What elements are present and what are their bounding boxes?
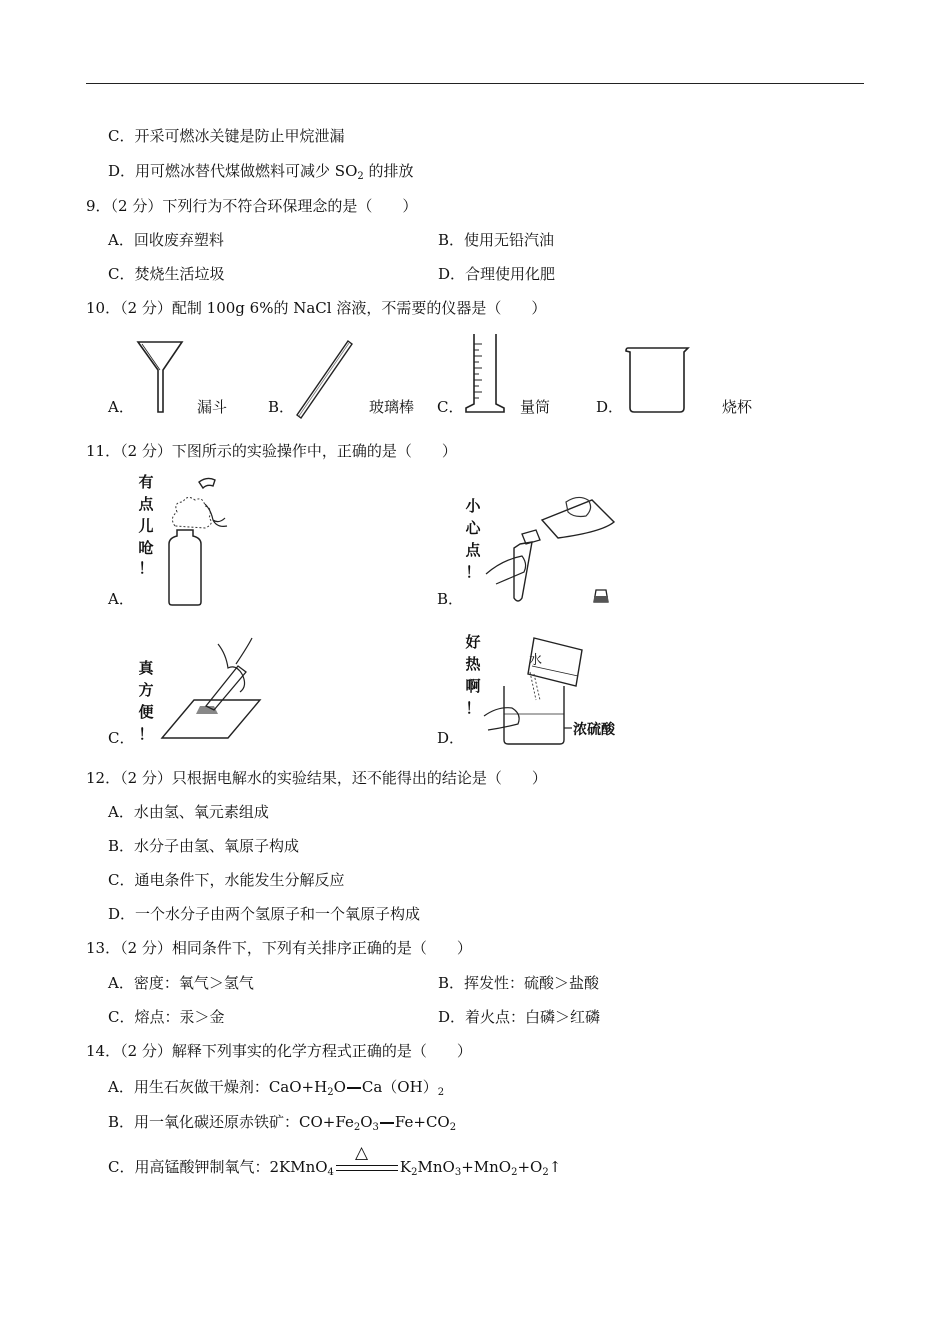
q9-option-c: C．焚烧生活垃圾 <box>108 265 225 283</box>
q11-a-caption-3: 儿 <box>138 517 154 535</box>
q11-c-caption-1: 真 <box>138 659 154 677</box>
q10-letter-c: C． <box>437 398 464 416</box>
q8-option-c: C．开采可燃冰关键是防止甲烷泄漏 <box>108 127 345 145</box>
beaker-icon <box>624 344 690 414</box>
q10-letter-d: D． <box>596 398 624 416</box>
q9-option-a: A．回收废弃塑料 <box>108 231 224 249</box>
q11-d-caption-2: 热 <box>465 655 481 673</box>
q11-c-caption-4: ！ <box>138 725 154 743</box>
q14-option-c: C．用高锰酸钾制氧气：2KMnO$_4$ $K_2MnO_3+MnO_2+O_2↑$ <box>108 1158 562 1178</box>
q14-option-a: A．用生石灰做干燥剂：$CaO+H_2O$ $Ca(OH)_2$ <box>108 1078 445 1098</box>
q14-stem: 14．（2 分）解释下列事实的化学方程式正确的是（ ） <box>86 1042 472 1060</box>
q13-option-a: A．密度：氧气＞氢气 <box>108 974 254 992</box>
q12-option-d: D．一个水分子由两个氢原子和一个氧原子构成 <box>108 905 421 923</box>
q11-b-caption-4: ！ <box>465 563 481 581</box>
q12-option-a: A．水由氢、氧元素组成 <box>108 803 269 821</box>
q11-b-caption-2: 心 <box>465 519 481 537</box>
q10-name-glass-rod: 玻璃棒 <box>369 398 415 416</box>
q9-option-b: B．使用无铅汽油 <box>438 231 555 249</box>
q11-d-caption-1: 好 <box>465 633 481 651</box>
header-rule <box>86 83 864 84</box>
q11-letter-a: A． <box>108 590 134 608</box>
q11-a-caption-2: 点 <box>138 495 154 513</box>
q11-letter-b: B． <box>437 590 464 608</box>
q11-d-label-acid: 浓硫酸 <box>573 722 615 738</box>
q11-b-caption-3: 点 <box>465 541 481 559</box>
q10-name-funnel: 漏斗 <box>197 398 228 416</box>
q11-d-caption-3: 啊 <box>465 677 481 695</box>
q10-name-cylinder: 量筒 <box>520 398 551 416</box>
q11-b-caption-1: 小 <box>465 497 481 515</box>
q11-letter-c: C． <box>108 729 135 747</box>
q12-option-b: B．水分子由氢、氧原子构成 <box>108 837 300 855</box>
test-paper-dropper-image <box>156 634 266 744</box>
funnel-icon <box>136 340 186 414</box>
q8-option-d: D．用可燃冰替代煤做燃料可减少 $SO_2$ 的排放 <box>108 162 414 182</box>
glass-rod-icon <box>294 338 356 422</box>
graduated-cylinder-icon <box>464 332 506 414</box>
q10-name-beaker: 烧杯 <box>722 398 753 416</box>
q11-a-caption-1: 有 <box>138 473 154 491</box>
q11-c-caption-2: 方 <box>138 681 154 699</box>
q11-d-label-water: 水 <box>529 653 543 668</box>
q9-stem: 9．（2 分）下列行为不符合环保理念的是（ ） <box>86 197 418 215</box>
q11-a-caption-4: 呛 <box>138 539 154 557</box>
pouring-liquid-image <box>482 486 622 606</box>
q11-stem: 11．（2 分）下图所示的实验操作中，正确的是（ ） <box>86 442 457 460</box>
q11-c-caption-3: 便 <box>138 703 154 721</box>
q14-option-b: B．用一氧化碳还原赤铁矿：$CO+Fe_2O_3$ $Fe+CO_2$ <box>108 1113 457 1133</box>
q13-option-d: D．着火点：白磷＞红磷 <box>438 1008 601 1026</box>
q11-d-caption-4: ！ <box>465 699 481 717</box>
q10-letter-b: B． <box>268 398 295 416</box>
q10-stem: 10．（2 分）配制 100g 6%的 NaCl 溶液，不需要的仪器是（ ） <box>86 299 547 317</box>
q10-letter-a: A． <box>108 398 134 416</box>
equals-line <box>380 1122 394 1124</box>
q12-stem: 12．（2 分）只根据电解水的实验结果，还不能得出的结论是（ ） <box>86 769 547 787</box>
q13-option-c: C．熔点：汞＞金 <box>108 1008 225 1026</box>
equals-line <box>347 1087 361 1089</box>
acid-dilution-image <box>482 630 586 746</box>
q13-option-b: B．挥发性：硫酸＞盐酸 <box>438 974 600 992</box>
heating-condition-symbol: △ <box>355 1143 369 1163</box>
q11-letter-d: D． <box>437 729 465 747</box>
reaction-double-line <box>336 1165 398 1171</box>
q11-a-caption-5: ！ <box>138 559 154 577</box>
gas-bottle-smell-image <box>155 474 237 608</box>
q13-stem: 13．（2 分）相同条件下，下列有关排序正确的是（ ） <box>86 939 472 957</box>
q12-option-c: C．通电条件下，水能发生分解反应 <box>108 871 345 889</box>
q9-option-d: D．合理使用化肥 <box>438 265 556 283</box>
